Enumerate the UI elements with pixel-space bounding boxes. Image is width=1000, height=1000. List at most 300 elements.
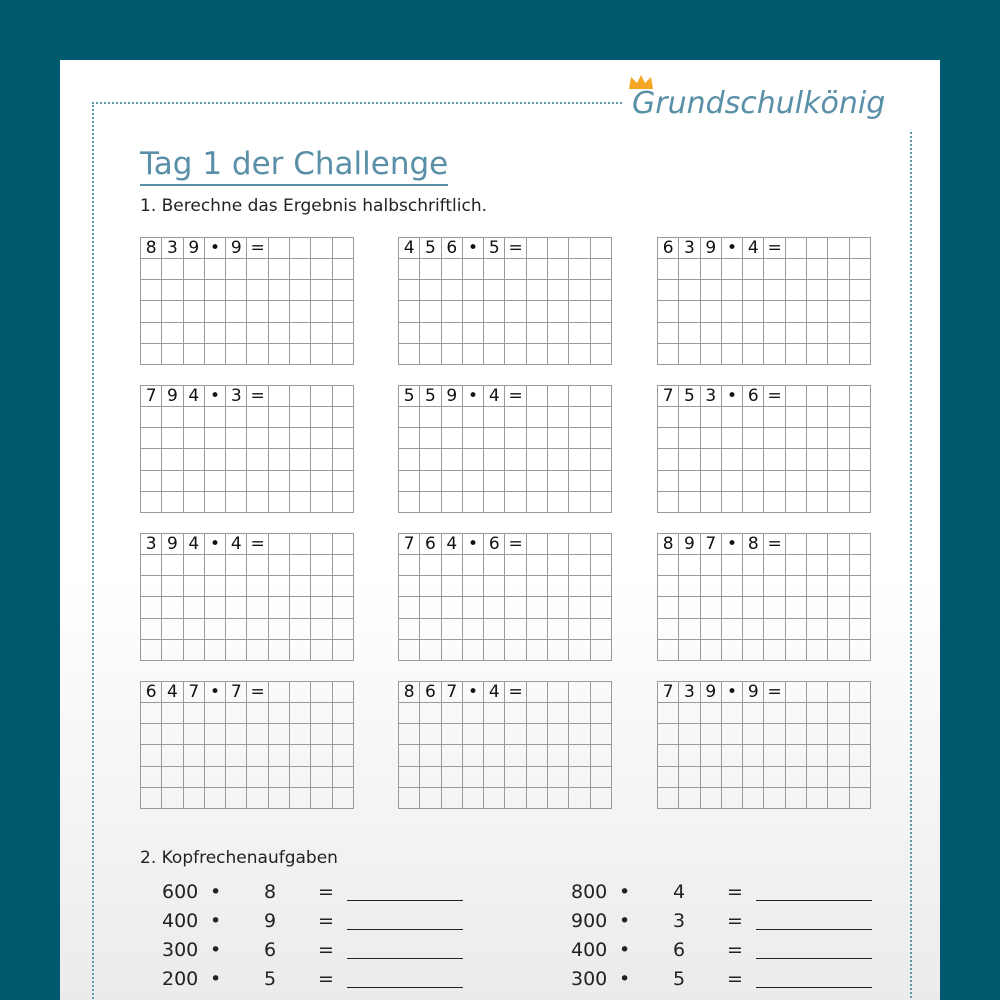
grid-cell[interactable] [807,619,828,640]
grid-cell[interactable] [162,301,183,322]
grid-cell[interactable] [333,344,354,365]
grid-cell[interactable] [722,597,743,618]
grid-cell[interactable]: • [205,682,226,703]
grid-cell[interactable] [269,682,290,703]
grid-cell[interactable] [807,597,828,618]
grid-cell[interactable]: 4 [184,534,205,555]
grid-cell[interactable] [141,471,162,492]
grid-cell[interactable] [399,640,420,661]
grid-cell[interactable] [420,407,441,428]
grid-cell[interactable] [184,344,205,365]
grid-cell[interactable] [679,619,700,640]
grid-cell[interactable] [205,323,226,344]
grid-cell[interactable]: = [505,386,526,407]
grid-cell[interactable] [442,492,463,513]
grid-cell[interactable] [722,344,743,365]
grid-cell[interactable] [226,323,247,344]
grid-cell[interactable] [722,555,743,576]
grid-cell[interactable] [764,576,785,597]
grid-cell[interactable] [527,640,548,661]
grid-cell[interactable] [569,492,590,513]
grid-cell[interactable] [141,724,162,745]
grid-cell[interactable] [828,597,849,618]
grid-cell[interactable] [828,703,849,724]
grid-cell[interactable] [850,640,871,661]
grid-cell[interactable] [205,576,226,597]
grid-cell[interactable] [807,745,828,766]
grid-cell[interactable] [548,471,569,492]
grid-cell[interactable] [205,471,226,492]
grid-cell[interactable] [290,703,311,724]
calc-grid[interactable] [398,385,612,513]
grid-cell[interactable] [269,534,290,555]
grid-cell[interactable] [333,280,354,301]
grid-cell[interactable] [786,238,807,259]
grid-cell[interactable] [311,407,332,428]
grid-cell[interactable] [679,407,700,428]
grid-cell[interactable] [205,428,226,449]
grid-cell[interactable] [269,576,290,597]
grid-cell[interactable] [463,471,484,492]
calc-grid[interactable] [140,237,354,365]
grid-cell[interactable] [569,407,590,428]
grid-cell[interactable] [807,428,828,449]
grid-cell[interactable] [420,449,441,470]
grid-cell[interactable] [722,407,743,428]
grid-cell[interactable] [226,703,247,724]
grid-cell[interactable] [807,280,828,301]
grid-cell[interactable] [311,301,332,322]
grid-cell[interactable] [828,492,849,513]
grid-cell[interactable] [807,724,828,745]
grid-cell[interactable] [701,767,722,788]
grid-cell[interactable]: = [764,682,785,703]
grid-cell[interactable] [184,640,205,661]
grid-cell[interactable] [679,323,700,344]
grid-cell[interactable]: 3 [679,238,700,259]
grid-cell[interactable] [205,703,226,724]
grid-cell[interactable] [807,576,828,597]
grid-cell[interactable] [463,301,484,322]
grid-cell[interactable]: • [463,682,484,703]
grid-cell[interactable] [420,344,441,365]
grid-cell[interactable] [141,619,162,640]
grid-cell[interactable] [184,323,205,344]
grid-cell[interactable] [850,280,871,301]
grid-cell[interactable] [764,492,785,513]
grid-cell[interactable] [141,323,162,344]
grid-cell[interactable] [333,703,354,724]
grid-cell[interactable] [333,767,354,788]
grid-cell[interactable] [399,280,420,301]
grid-cell[interactable] [743,280,764,301]
grid-cell[interactable] [484,597,505,618]
grid-cell[interactable] [548,492,569,513]
grid-cell[interactable]: 4 [484,386,505,407]
grid-cell[interactable] [505,640,526,661]
grid-cell[interactable] [226,555,247,576]
grid-cell[interactable] [679,449,700,470]
grid-cell[interactable] [828,745,849,766]
grid-cell[interactable] [290,555,311,576]
grid-cell[interactable] [505,301,526,322]
grid-cell[interactable] [743,788,764,809]
grid-cell[interactable] [484,344,505,365]
grid-cell[interactable] [786,682,807,703]
grid-cell[interactable]: 9 [226,238,247,259]
grid-cell[interactable] [701,323,722,344]
grid-cell[interactable] [226,301,247,322]
grid-cell[interactable] [484,259,505,280]
grid-cell[interactable] [807,682,828,703]
grid-cell[interactable] [484,471,505,492]
grid-cell[interactable] [850,449,871,470]
grid-cell[interactable] [311,745,332,766]
grid-cell[interactable] [786,280,807,301]
grid-cell[interactable] [247,449,268,470]
grid-cell[interactable] [247,407,268,428]
grid-cell[interactable] [269,597,290,618]
grid-cell[interactable]: 5 [484,238,505,259]
grid-cell[interactable] [141,407,162,428]
grid-cell[interactable] [162,471,183,492]
grid-cell[interactable]: 9 [679,534,700,555]
grid-cell[interactable] [850,534,871,555]
grid-cell[interactable] [743,259,764,280]
grid-cell[interactable] [807,449,828,470]
grid-cell[interactable] [162,407,183,428]
grid-cell[interactable] [786,407,807,428]
grid-cell[interactable] [786,745,807,766]
grid-cell[interactable] [184,407,205,428]
grid-cell[interactable] [162,344,183,365]
grid-cell[interactable] [569,724,590,745]
grid-cell[interactable] [786,724,807,745]
grid-cell[interactable] [722,640,743,661]
grid-cell[interactable] [548,576,569,597]
grid-cell[interactable] [786,301,807,322]
grid-cell[interactable] [764,555,785,576]
grid-cell[interactable] [548,682,569,703]
grid-cell[interactable] [722,280,743,301]
grid-cell[interactable] [850,259,871,280]
grid-cell[interactable] [269,407,290,428]
grid-cell[interactable] [527,619,548,640]
grid-cell[interactable] [591,703,612,724]
grid-cell[interactable] [442,471,463,492]
grid-cell[interactable] [850,788,871,809]
grid-cell[interactable] [269,428,290,449]
grid-cell[interactable] [311,386,332,407]
grid-cell[interactable] [527,597,548,618]
grid-cell[interactable] [701,597,722,618]
grid-cell[interactable] [226,280,247,301]
grid-cell[interactable] [184,492,205,513]
grid-cell[interactable] [527,555,548,576]
answer-line[interactable] [347,929,463,930]
grid-cell[interactable] [162,576,183,597]
grid-cell[interactable] [764,724,785,745]
grid-cell[interactable]: 6 [658,238,679,259]
grid-cell[interactable] [591,344,612,365]
grid-cell[interactable] [484,767,505,788]
grid-cell[interactable] [333,619,354,640]
grid-cell[interactable] [505,703,526,724]
grid-cell[interactable] [679,471,700,492]
grid-cell[interactable] [828,428,849,449]
grid-cell[interactable] [658,428,679,449]
grid-cell[interactable] [290,386,311,407]
grid-cell[interactable] [701,555,722,576]
grid-cell[interactable] [828,301,849,322]
grid-cell[interactable] [591,555,612,576]
grid-cell[interactable] [184,619,205,640]
grid-cell[interactable] [141,767,162,788]
answer-line[interactable] [347,958,463,959]
grid-cell[interactable] [505,597,526,618]
grid-cell[interactable] [141,745,162,766]
grid-cell[interactable] [463,555,484,576]
grid-cell[interactable] [722,576,743,597]
grid-cell[interactable] [184,555,205,576]
grid-cell[interactable] [850,238,871,259]
grid-cell[interactable] [290,788,311,809]
grid-cell[interactable] [442,449,463,470]
grid-cell[interactable] [184,576,205,597]
grid-cell[interactable] [591,576,612,597]
grid-cell[interactable] [141,259,162,280]
grid-cell[interactable]: • [463,238,484,259]
grid-cell[interactable] [548,619,569,640]
grid-cell[interactable] [269,449,290,470]
grid-cell[interactable] [226,745,247,766]
grid-cell[interactable] [828,280,849,301]
grid-cell[interactable] [548,745,569,766]
grid-cell[interactable] [442,301,463,322]
grid-cell[interactable] [290,280,311,301]
grid-cell[interactable] [701,428,722,449]
grid-cell[interactable] [743,576,764,597]
grid-cell[interactable]: 6 [484,534,505,555]
grid-cell[interactable] [226,640,247,661]
grid-cell[interactable] [505,767,526,788]
grid-cell[interactable] [484,640,505,661]
grid-cell[interactable] [442,259,463,280]
grid-cell[interactable] [442,745,463,766]
grid-cell[interactable]: • [722,238,743,259]
grid-cell[interactable] [679,745,700,766]
grid-cell[interactable]: 4 [162,682,183,703]
grid-cell[interactable] [290,238,311,259]
grid-cell[interactable] [658,640,679,661]
grid-cell[interactable] [828,323,849,344]
grid-cell[interactable] [141,492,162,513]
grid-cell[interactable] [269,767,290,788]
grid-cell[interactable] [442,619,463,640]
grid-cell[interactable]: = [247,534,268,555]
grid-cell[interactable] [743,597,764,618]
grid-cell[interactable] [290,449,311,470]
grid-cell[interactable] [828,619,849,640]
grid-cell[interactable] [247,555,268,576]
grid-cell[interactable]: 7 [658,682,679,703]
grid-cell[interactable] [505,259,526,280]
grid-cell[interactable] [290,344,311,365]
grid-cell[interactable] [786,767,807,788]
grid-cell[interactable] [850,323,871,344]
grid-cell[interactable] [850,619,871,640]
grid-cell[interactable] [420,724,441,745]
grid-cell[interactable]: 4 [743,238,764,259]
grid-cell[interactable] [420,576,441,597]
grid-cell[interactable] [850,407,871,428]
grid-cell[interactable] [548,640,569,661]
grid-cell[interactable] [442,703,463,724]
grid-cell[interactable] [850,301,871,322]
grid-cell[interactable] [548,597,569,618]
grid-cell[interactable] [162,280,183,301]
grid-cell[interactable] [463,703,484,724]
grid-cell[interactable] [311,724,332,745]
grid-cell[interactable] [527,344,548,365]
grid-cell[interactable]: 7 [226,682,247,703]
grid-cell[interactable] [269,492,290,513]
grid-cell[interactable] [548,407,569,428]
grid-cell[interactable] [290,724,311,745]
grid-cell[interactable] [442,428,463,449]
grid-cell[interactable] [162,640,183,661]
grid-cell[interactable] [484,301,505,322]
grid-cell[interactable]: 3 [226,386,247,407]
grid-cell[interactable] [141,640,162,661]
grid-cell[interactable] [442,280,463,301]
grid-cell[interactable]: = [764,238,785,259]
grid-cell[interactable] [205,597,226,618]
grid-cell[interactable] [548,238,569,259]
grid-cell[interactable] [722,259,743,280]
grid-cell[interactable] [569,386,590,407]
grid-cell[interactable] [591,407,612,428]
grid-cell[interactable] [569,703,590,724]
grid-cell[interactable] [162,428,183,449]
calc-grid[interactable] [140,681,354,809]
grid-cell[interactable] [420,280,441,301]
grid-cell[interactable] [658,280,679,301]
grid-cell[interactable] [548,703,569,724]
grid-cell[interactable]: 9 [701,682,722,703]
grid-cell[interactable] [679,492,700,513]
grid-cell[interactable] [290,428,311,449]
grid-cell[interactable] [226,407,247,428]
grid-cell[interactable] [548,534,569,555]
grid-cell[interactable] [247,323,268,344]
grid-cell[interactable] [850,576,871,597]
grid-cell[interactable] [247,471,268,492]
grid-cell[interactable] [333,492,354,513]
grid-cell[interactable] [569,534,590,555]
grid-cell[interactable] [399,555,420,576]
grid-cell[interactable] [701,301,722,322]
grid-cell[interactable] [311,449,332,470]
grid-cell[interactable] [569,619,590,640]
grid-cell[interactable] [484,449,505,470]
grid-cell[interactable] [290,745,311,766]
grid-cell[interactable]: 5 [679,386,700,407]
grid-cell[interactable] [420,745,441,766]
grid-cell[interactable] [162,555,183,576]
grid-cell[interactable] [290,301,311,322]
grid-cell[interactable] [333,407,354,428]
grid-cell[interactable] [269,323,290,344]
grid-cell[interactable] [420,640,441,661]
grid-cell[interactable] [786,534,807,555]
grid-cell[interactable] [828,238,849,259]
grid-cell[interactable] [505,555,526,576]
grid-cell[interactable] [527,471,548,492]
grid-cell[interactable] [722,745,743,766]
grid-cell[interactable] [333,259,354,280]
grid-cell[interactable] [591,428,612,449]
grid-cell[interactable] [333,301,354,322]
grid-cell[interactable] [399,428,420,449]
grid-cell[interactable] [184,259,205,280]
grid-cell[interactable] [247,280,268,301]
grid-cell[interactable] [569,597,590,618]
grid-cell[interactable]: 8 [141,238,162,259]
grid-cell[interactable] [743,555,764,576]
grid-cell[interactable] [786,703,807,724]
answer-line[interactable] [756,900,872,901]
grid-cell[interactable] [807,259,828,280]
grid-cell[interactable] [807,471,828,492]
grid-cell[interactable] [658,724,679,745]
grid-cell[interactable] [290,767,311,788]
grid-cell[interactable] [399,449,420,470]
grid-cell[interactable] [764,640,785,661]
grid-cell[interactable] [205,407,226,428]
grid-cell[interactable] [569,767,590,788]
grid-cell[interactable] [226,471,247,492]
grid-cell[interactable] [743,323,764,344]
grid-cell[interactable] [162,323,183,344]
grid-cell[interactable] [269,280,290,301]
grid-cell[interactable] [226,576,247,597]
grid-cell[interactable] [764,619,785,640]
grid-cell[interactable]: 4 [184,386,205,407]
grid-cell[interactable] [658,619,679,640]
grid-cell[interactable] [701,280,722,301]
grid-cell[interactable] [527,492,548,513]
grid-cell[interactable] [442,597,463,618]
grid-cell[interactable] [311,344,332,365]
grid-cell[interactable] [184,703,205,724]
grid-cell[interactable] [658,597,679,618]
grid-cell[interactable] [807,555,828,576]
grid-cell[interactable] [591,280,612,301]
grid-cell[interactable] [141,703,162,724]
grid-cell[interactable] [591,471,612,492]
grid-cell[interactable] [247,492,268,513]
grid-cell[interactable] [311,259,332,280]
grid-cell[interactable] [399,745,420,766]
grid-cell[interactable] [311,555,332,576]
grid-cell[interactable] [269,619,290,640]
grid-cell[interactable] [269,788,290,809]
answer-line[interactable] [756,929,872,930]
grid-cell[interactable] [786,576,807,597]
grid-cell[interactable] [807,703,828,724]
grid-cell[interactable] [399,619,420,640]
